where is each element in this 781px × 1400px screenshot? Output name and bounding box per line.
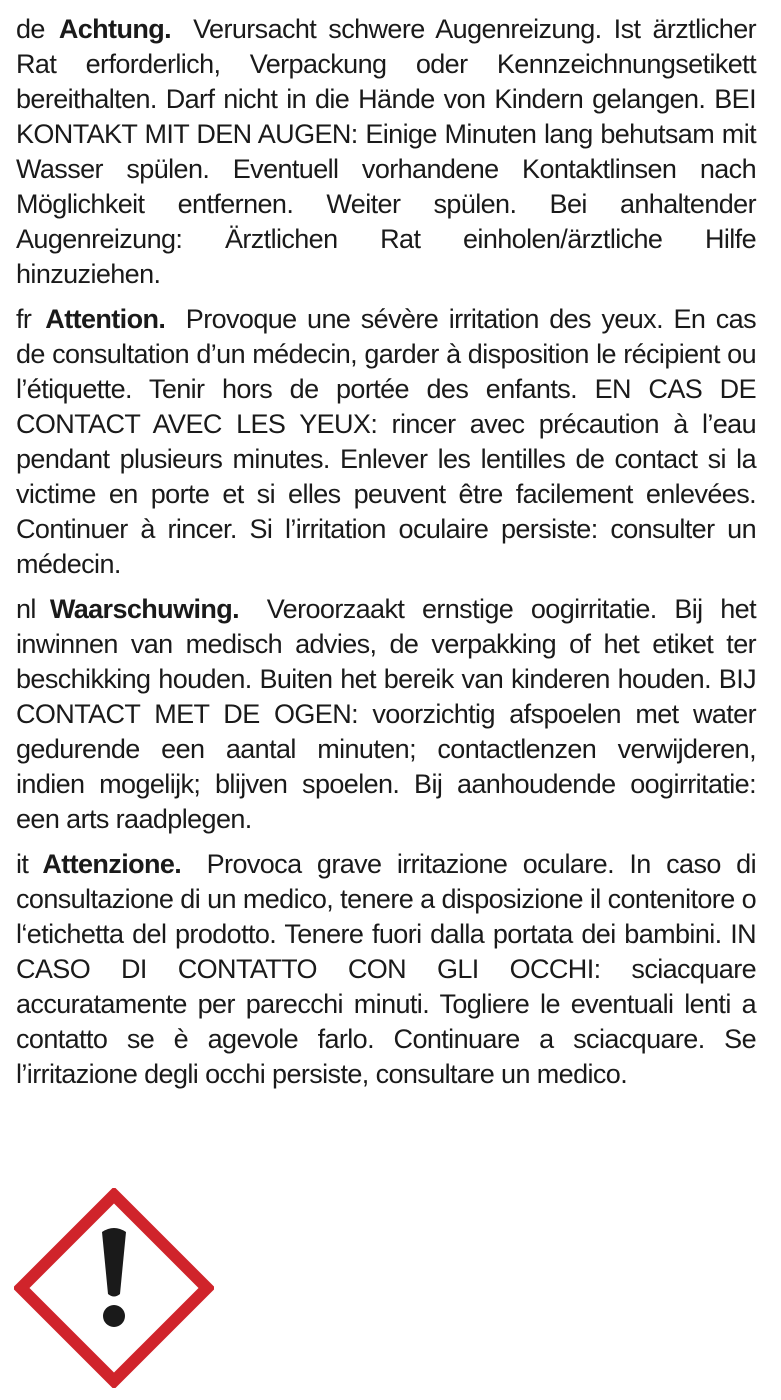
hazard-statements: [16, 12, 756, 1102]
signal-word: Waarschuwing.: [49, 594, 240, 624]
language-code: de: [16, 14, 45, 44]
hazard-text: Veroorzaakt ernstige oogirritatie. Bij het inwinnen van medisch advies, de verpakking of het etiket ter beschikking houden. Buiten het bereik van kinderen houden. BIJ CONTACT MET DE OGEN: voorzichtig afspoelen met water gedurende een aantal minuten; contactlenzen verwijderen, indien mogelijk; blijven spoelen. Bij aanhoudende oogirritatie: een arts raadplegen.: [16, 594, 756, 834]
hazard-text: Provoca grave irritazione oculare. In caso di consultazione di un medico, tenere a disposizione il contenitore o l‘etichetta del prodotto. Tenere fuori dalla portata dei bambini. IN CASO DI CONTATTO CON GLI OCCHI: sciacquare accuratamente per parecchi minuti. Togliere le eventuali lenti a contatto se è agevole farlo. Continuare a sciacquare. Se l’irritazione degli occhi persiste, consultare un medico.: [16, 849, 756, 1089]
section-it: [16, 847, 756, 1092]
section-nl: [16, 592, 756, 837]
hazard-text: Verursacht schwere Augenreizung. Ist ärztlicher Rat erforderlich, Verpackung oder Kennzeichnungsetikett bereithalten. Darf nicht in die Hände von Kindern gelangen. BEI KONTAKT MIT DEN AUGEN: Einige Minuten lang behutsam mit Wasser spülen. Eventuell vorhandene Kontaktlinsen nach Möglichkeit entfernen. Weiter spülen. Bei anhaltender Augenreizung: Ärztlichen Rat einholen/ärztliche Hilfe hinzuziehen.: [16, 14, 756, 289]
language-code: fr: [16, 304, 32, 334]
signal-word: Attenzione.: [42, 849, 182, 879]
section-de: [16, 12, 756, 292]
exclamation-mark-icon: [14, 1188, 214, 1388]
language-code: it: [16, 849, 29, 879]
hazard-text: Provoque une sévère irritation des yeux. En cas de consultation d’un médecin, garder à disposition le récipient ou l’étiquette. Tenir hors de portée des enfants. EN CAS DE CONTACT AVEC LES YEUX: rincer avec précaution à l’eau pendant plusieurs minutes. Enlever les lentilles de contact si la victime en porte et si elles peuvent être facilement enlevées. Continuer à rincer. Si l’irritation oculaire persiste: consulter un médecin.: [16, 304, 756, 579]
exclamation-dot: [103, 1305, 125, 1327]
section-fr: [16, 302, 756, 582]
signal-word: Achtung.: [58, 14, 172, 44]
language-code: nl: [16, 594, 36, 624]
signal-word: Attention.: [45, 304, 166, 334]
